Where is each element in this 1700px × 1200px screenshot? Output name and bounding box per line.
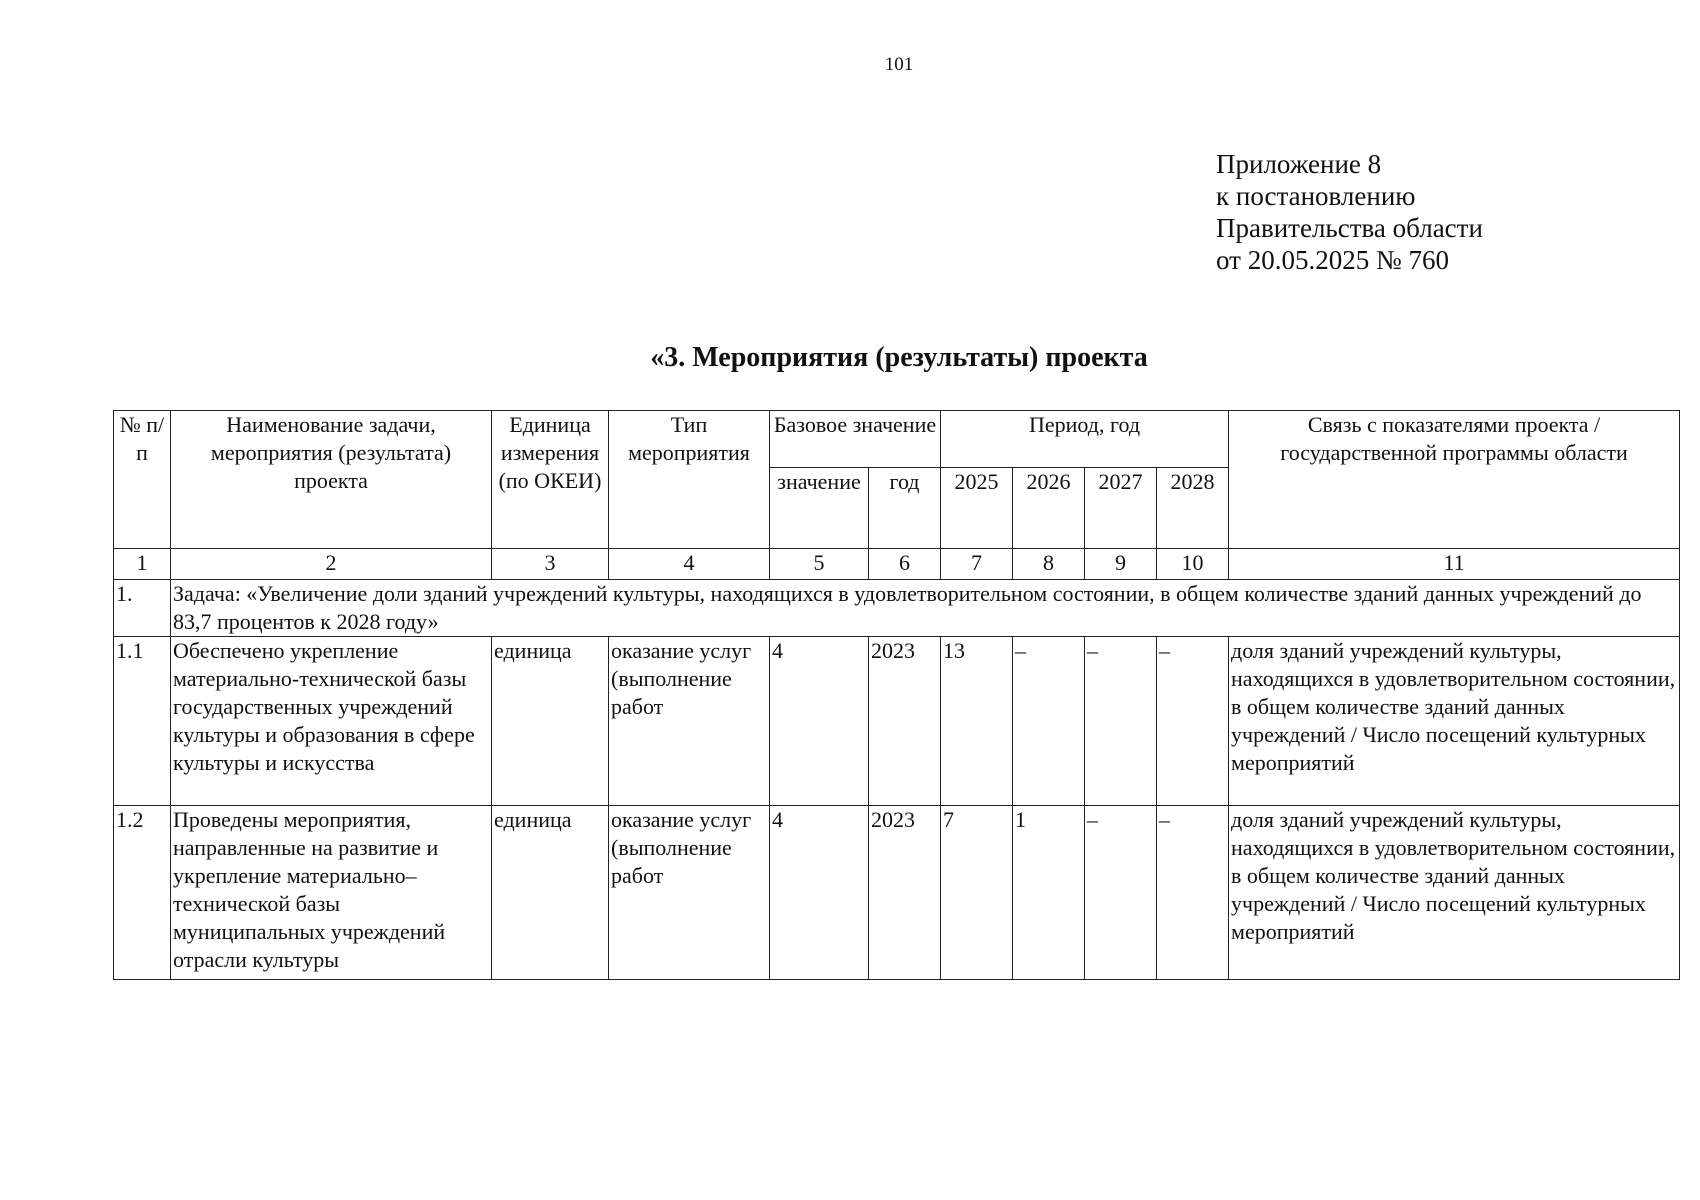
column-number: 4 [609, 549, 770, 580]
row-num: 1.2 [114, 806, 171, 980]
table-row [114, 806, 1680, 980]
header-name: Наименование задачи, мероприятия (результата) проекта [171, 411, 492, 549]
row-num: 1.1 [114, 637, 171, 806]
appendix-block [1216, 148, 1483, 276]
column-number: 8 [1013, 549, 1085, 580]
row-base-year: 2023 [869, 637, 941, 806]
column-number: 2 [171, 549, 492, 580]
row-2026: – [1013, 637, 1085, 806]
row-base-value: 4 [770, 637, 869, 806]
appendix-line: Правительства области [1216, 213, 1483, 243]
row-base-value: 4 [770, 806, 869, 980]
row-2028: – [1157, 637, 1229, 806]
header-year-2025: 2025 [941, 468, 1013, 549]
task-num: 1. [114, 580, 171, 637]
column-number: 5 [770, 549, 869, 580]
row-link: доля зданий учреждений культуры, находящихся в удовлетворительном состоянии, в общем количестве зданий данных учреждений / Число посещений культурных мероприятий [1229, 806, 1680, 980]
header-unit: Единица измерения (по ОКЕИ) [492, 411, 609, 549]
row-2027: – [1085, 806, 1157, 980]
appendix-line: Приложение 8 [1216, 149, 1382, 179]
row-2027: – [1085, 637, 1157, 806]
appendix-line: от 20.05.2025 № 760 [1216, 245, 1449, 275]
row-unit: единица [492, 637, 609, 806]
row-type: оказание услуг (выполнение работ [609, 637, 770, 806]
header-num: № п/п [114, 411, 171, 549]
header-period: Период, год [941, 411, 1229, 468]
row-link: доля зданий учреждений культуры, находящихся в удовлетворительном состоянии, в общем количестве зданий данных учреждений / Число посещений культурных мероприятий [1229, 637, 1680, 806]
row-name: Проведены мероприятия, направленные на развитие и укрепление материально–технической базы муниципальных учреждений отрасли культуры [171, 806, 492, 980]
column-number: 3 [492, 549, 609, 580]
column-number: 11 [1229, 549, 1680, 580]
header-base-value: значение [770, 468, 869, 549]
column-number: 7 [941, 549, 1013, 580]
page-number: 101 [884, 54, 914, 75]
header-link: Связь с показателями проекта / государственной программы области [1229, 411, 1680, 549]
row-2026: 1 [1013, 806, 1085, 980]
column-number: 9 [1085, 549, 1157, 580]
task-text: Задача: «Увеличение доли зданий учреждений культуры, находящихся в удовлетворительном состоянии, в общем количестве зданий данных учреждений до 83,7 процентов к 2028 году» [171, 580, 1680, 637]
header-base-year: год [869, 468, 941, 549]
row-base-year: 2023 [869, 806, 941, 980]
row-2028: – [1157, 806, 1229, 980]
column-number: 10 [1157, 549, 1229, 580]
row-2025: 7 [941, 806, 1013, 980]
table-row [114, 637, 1680, 806]
header-type: Тип мероприятия [609, 411, 770, 549]
appendix-line: к постановлению [1216, 181, 1416, 211]
row-2025: 13 [941, 637, 1013, 806]
row-name: Обеспечено укрепление материально-технической базы государственных учреждений культуры и образования в сфере культуры и искусства [171, 637, 492, 806]
header-base: Базовое значение [770, 411, 941, 468]
events-table [113, 410, 1680, 980]
header-year-2026: 2026 [1013, 468, 1085, 549]
row-type: оказание услуг (выполнение работ [609, 806, 770, 980]
column-number: 1 [114, 549, 171, 580]
header-year-2028: 2028 [1157, 468, 1229, 549]
header-year-2027: 2027 [1085, 468, 1157, 549]
row-unit: единица [492, 806, 609, 980]
column-number: 6 [869, 549, 941, 580]
document-title: «3. Мероприятия (результаты) проекта [650, 342, 1148, 373]
